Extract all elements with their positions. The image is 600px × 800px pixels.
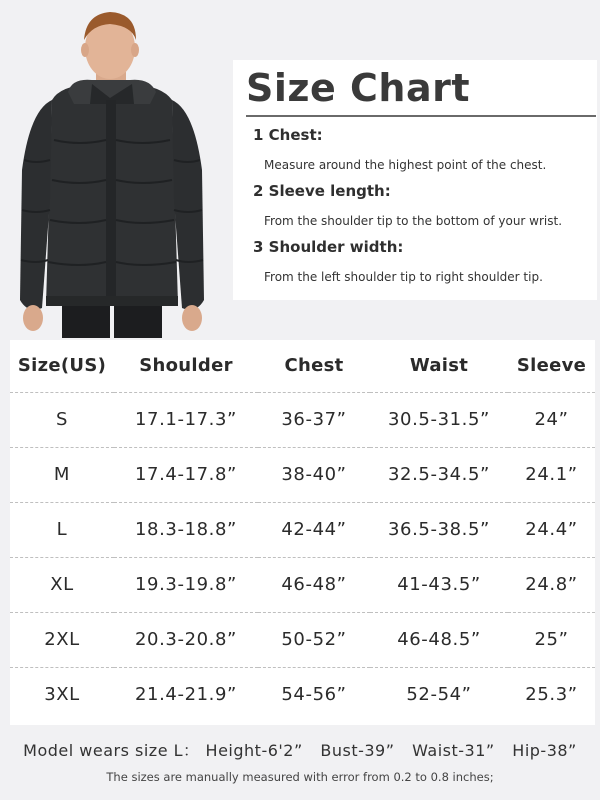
- cell-shoulder: 17.1-17.3”: [114, 392, 258, 447]
- cell-sleeve: 25”: [508, 612, 595, 667]
- cell-shoulder: 20.3-20.8”: [114, 612, 258, 667]
- size-table: [10, 340, 595, 725]
- header-sleeve: Sleeve: [516, 355, 587, 377]
- cell-chest: 50-52”: [258, 612, 370, 667]
- cell-size: 3XL: [10, 667, 114, 722]
- header-chest: Chest: [284, 355, 344, 377]
- cell-waist: 46-48.5”: [370, 612, 508, 667]
- model-size-note: [0, 738, 600, 761]
- cell-shoulder: 19.3-19.8”: [114, 557, 258, 612]
- cell-size: M: [10, 447, 114, 502]
- cell-chest: 42-44”: [258, 502, 370, 557]
- measurement-disclaimer: The sizes are manually measured with error from 0.2 to 0.8 inches;: [106, 770, 494, 784]
- size-chart-title: Size Chart: [246, 66, 471, 110]
- model-bust: Bust-39”: [320, 741, 395, 760]
- guide-description: From the left shoulder tip to right shoulder tip.: [264, 270, 543, 284]
- size-table-grid: [10, 340, 595, 722]
- table-row: [10, 612, 595, 667]
- cell-chest: 46-48”: [258, 557, 370, 612]
- guide-description: From the shoulder tip to the bottom of your wrist.: [264, 214, 563, 228]
- cell-shoulder: 18.3-18.8”: [114, 502, 258, 557]
- table-row: [10, 502, 595, 557]
- model-hip: Hip-38”: [512, 741, 577, 760]
- cell-sleeve: 24.4”: [508, 502, 595, 557]
- guide-heading: 2 Sleeve length:: [253, 182, 391, 200]
- guide-heading: 3 Shoulder width:: [253, 238, 404, 256]
- cell-size: L: [10, 502, 114, 557]
- cell-waist: 52-54”: [370, 667, 508, 722]
- cell-waist: 41-43.5”: [370, 557, 508, 612]
- cell-chest: 54-56”: [258, 667, 370, 722]
- guide-description: Measure around the highest point of the chest.: [264, 158, 547, 172]
- guide-item-shoulder: [253, 238, 593, 284]
- cell-size: S: [10, 392, 114, 447]
- header-size: Size(US): [17, 355, 107, 377]
- title-divider: [246, 115, 596, 117]
- model-waist: Waist-31”: [412, 741, 495, 760]
- table-row: [10, 392, 595, 447]
- cell-size: 2XL: [10, 612, 114, 667]
- model-jacket-illustration: [0, 0, 232, 338]
- cell-sleeve: 24”: [508, 392, 595, 447]
- guide-heading: 1 Chest:: [253, 126, 323, 144]
- cell-chest: 36-37”: [258, 392, 370, 447]
- header-waist: Waist: [409, 355, 469, 377]
- table-row: [10, 667, 595, 722]
- cell-sleeve: 25.3”: [508, 667, 595, 722]
- cell-waist: 30.5-31.5”: [370, 392, 508, 447]
- cell-shoulder: 21.4-21.9”: [114, 667, 258, 722]
- cell-waist: 32.5-34.5”: [370, 447, 508, 502]
- cell-sleeve: 24.1”: [508, 447, 595, 502]
- size-guide-card: [233, 60, 597, 300]
- cell-shoulder: 17.4-17.8”: [114, 447, 258, 502]
- table-row: [10, 557, 595, 612]
- model-photo: [0, 0, 232, 338]
- table-header-row: [10, 340, 595, 392]
- table-row: [10, 447, 595, 502]
- model-label: Model wears size L：: [23, 741, 200, 760]
- cell-size: XL: [10, 557, 114, 612]
- cell-sleeve: 24.8”: [508, 557, 595, 612]
- cell-chest: 38-40”: [258, 447, 370, 502]
- guide-item-chest: [253, 126, 593, 172]
- cell-waist: 36.5-38.5”: [370, 502, 508, 557]
- guide-item-sleeve: [253, 182, 593, 228]
- model-height: Height-6'2”: [205, 741, 303, 760]
- header-shoulder: Shoulder: [139, 355, 233, 377]
